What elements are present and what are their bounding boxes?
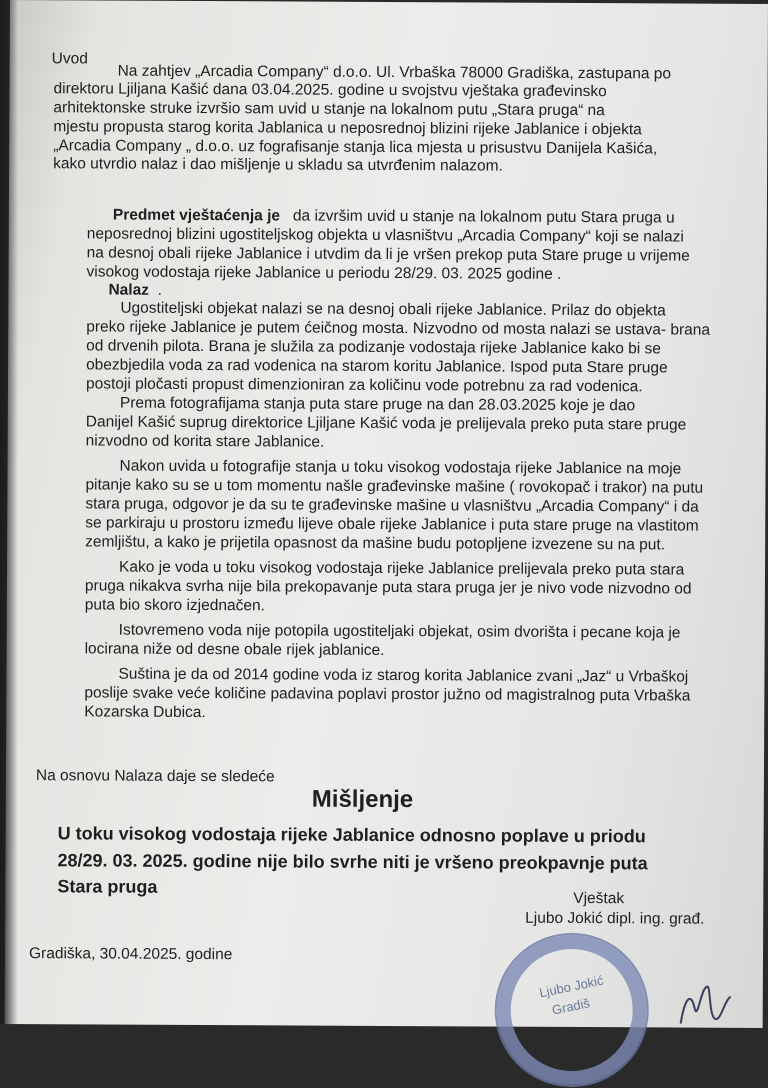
misljenje-line: 28/29. 03. 2025. godine nije bilo svrhe niti je vršeno preokpavnje puta: [57, 850, 648, 874]
nalaz-line: od drvenih pilota. Brana je služila za podizanje vodostaja rijeke Jablanice kako bi se: [86, 337, 661, 358]
predmet-line: na desnoj obali rijeke Jablanice i utvdim da li je vršen prekop puta Stare pruge u vrijeme: [86, 244, 690, 265]
nalaz-line: pruga nikakva svrha nije bila prekopavanje puta stara pruga jer je nivo vode nizvodno od: [84, 577, 692, 598]
nalaz-line: Istovremeno voda nije potopila ugostiteljaki objekat, osim dvorišta i pecane koja je: [118, 621, 681, 642]
nalaz-line: postoji pločasti propust dimenzioniran za količinu vode potrebnu za rad vodenica.: [85, 375, 643, 396]
misljenje-line: Stara pruga: [57, 876, 158, 897]
place-date: Gradiška, 30.04.2025. godine: [28, 945, 233, 964]
official-stamp: [494, 933, 649, 1088]
misljenje-heading: Mišljenje: [311, 785, 414, 814]
uvod-label: Uvod: [51, 50, 88, 68]
nalaz-line: nizvodno od korita stare Jablanice.: [85, 432, 325, 451]
nalaz-heading: [108, 281, 162, 300]
nalaz-line: Danijel Kašić suprug direktorice Ljiljane Kašić voda je prelijevala preko puta stare pruge: [85, 413, 687, 434]
document-page: [5, 0, 768, 1028]
nalaz-line: Nakon uvida u fotografije stanja u toku visokog vodostaja rijeke Jablanice na moje: [119, 457, 682, 478]
na-osnovu-line: Na osnovu Nalaza daje se sledeće: [35, 767, 275, 786]
predmet-first: da izvršim uvid u stanje na lokalnom putu Stara pruga u: [292, 207, 675, 227]
nalaz-line: obezbjedila voda za rad vodenica na starom koritu Jablanice. Ispod puta Stare pruge: [86, 356, 668, 377]
nalaz-line: zemljištu, a kako je prijetila opasnost da mašine budu potopljene izvezene su na put.: [85, 533, 666, 554]
nalaz-label: Nalaz: [108, 281, 150, 299]
intro-line: direktoru Ljiljana Kašić dana 03.04.2025. godine u svojstvu vještaka građevinsko: [53, 80, 607, 101]
stamp-text: Gradiš: [550, 995, 592, 1018]
misljenje-line: U toku visokog vodostaja rijeke Jablanice odnosno poplave u priodu: [57, 823, 646, 847]
intro-line: arhitektonske struke izvršio sam uvid u stanje na lokalnom putu „Stara pruga“ na: [53, 99, 605, 120]
intro-line: Na zahtjev „Arcadia Company“ d.o.o. Ul. Vrbaška 78000 Gradiška, zastupana po: [117, 62, 672, 83]
predmet-line: visokog vodostaja rijeke Jablanice u periodu 28/29. 03. 2025 godine .: [86, 263, 562, 283]
nalaz-line: stara pruga, odgovor je da su te građevinske mašine u vlasništvu „Arcadia Company“ i da: [85, 495, 699, 516]
intro-line: „Arcadia Company „ d.o.o. uz fografisanje stanja lica mjesta u prisustvu Danijela Kašića,: [53, 137, 658, 158]
signature-icon: [673, 968, 743, 1028]
nalaz-line: preko rijeke Jablanice je putem ćeičnog mosta. Nizvodno od mosta nalazi se ustava- brana: [86, 318, 711, 339]
predmet-line: neposrednoj blizini ugostiteljskog objekta u vlasništvu „Arcadia Company“ koji se nalazi: [86, 225, 684, 246]
intro-line: kako utvrdio nalaz i dao mišljenje u skladu sa utvrđenim nalazom.: [53, 155, 503, 175]
nalaz-line: Kako je voda u toku visokog vodostaja rijeke Jablanice prelijevala preko puta stara: [118, 558, 685, 579]
nalaz-line: Prema fotografijama stanja puta stare pruge na dan 28.03.2025 koje je dao: [119, 394, 636, 415]
stamp-text: Ljubo Jokić: [537, 972, 605, 1001]
nalaz-line: pitanje kako su se u tom momentu našle građevinske mašine ( rovokopač i trakor) na putu: [85, 476, 704, 497]
intro-line: mjestu propusta starog korita Jablanica u neposrednoj blizini rijeke Jablanice i objekta: [53, 118, 642, 139]
vjestak-name: Ljubo Jokić dipl. ing. građ.: [525, 909, 705, 928]
nalaz-line: Ugostiteljski objekat nalazi se na desnoj obali rijeke Jablanice. Prilaz do objekta: [120, 299, 666, 320]
nalaz-dot: .: [157, 281, 162, 299]
nalaz-line: Suština je da od 2014 godine voda iz starog korita Jablanice zvani „Jaz“ u Vrbaškoj: [118, 665, 689, 686]
nalaz-line: se parkiraju u prostoru između lijeve obale rijeke Jablanice i puta stare pruge na vlastitom: [85, 514, 699, 535]
nalaz-line: locirana niže od desne obale rijek jablanice.: [84, 640, 385, 659]
page-edge-shadow: [0, 0, 18, 1024]
vjestak-label: Vještak: [573, 889, 625, 908]
nalaz-line: puta bio skoro izjednačen.: [84, 596, 265, 615]
nalaz-line: poslije svake veće količine padavina poplavi prostor južno od magistralnog puta Vrbaška: [84, 684, 691, 705]
nalaz-line: Kozarska Dubica.: [84, 703, 206, 722]
predmet-label: Predmet vještaćenja je: [112, 206, 281, 225]
